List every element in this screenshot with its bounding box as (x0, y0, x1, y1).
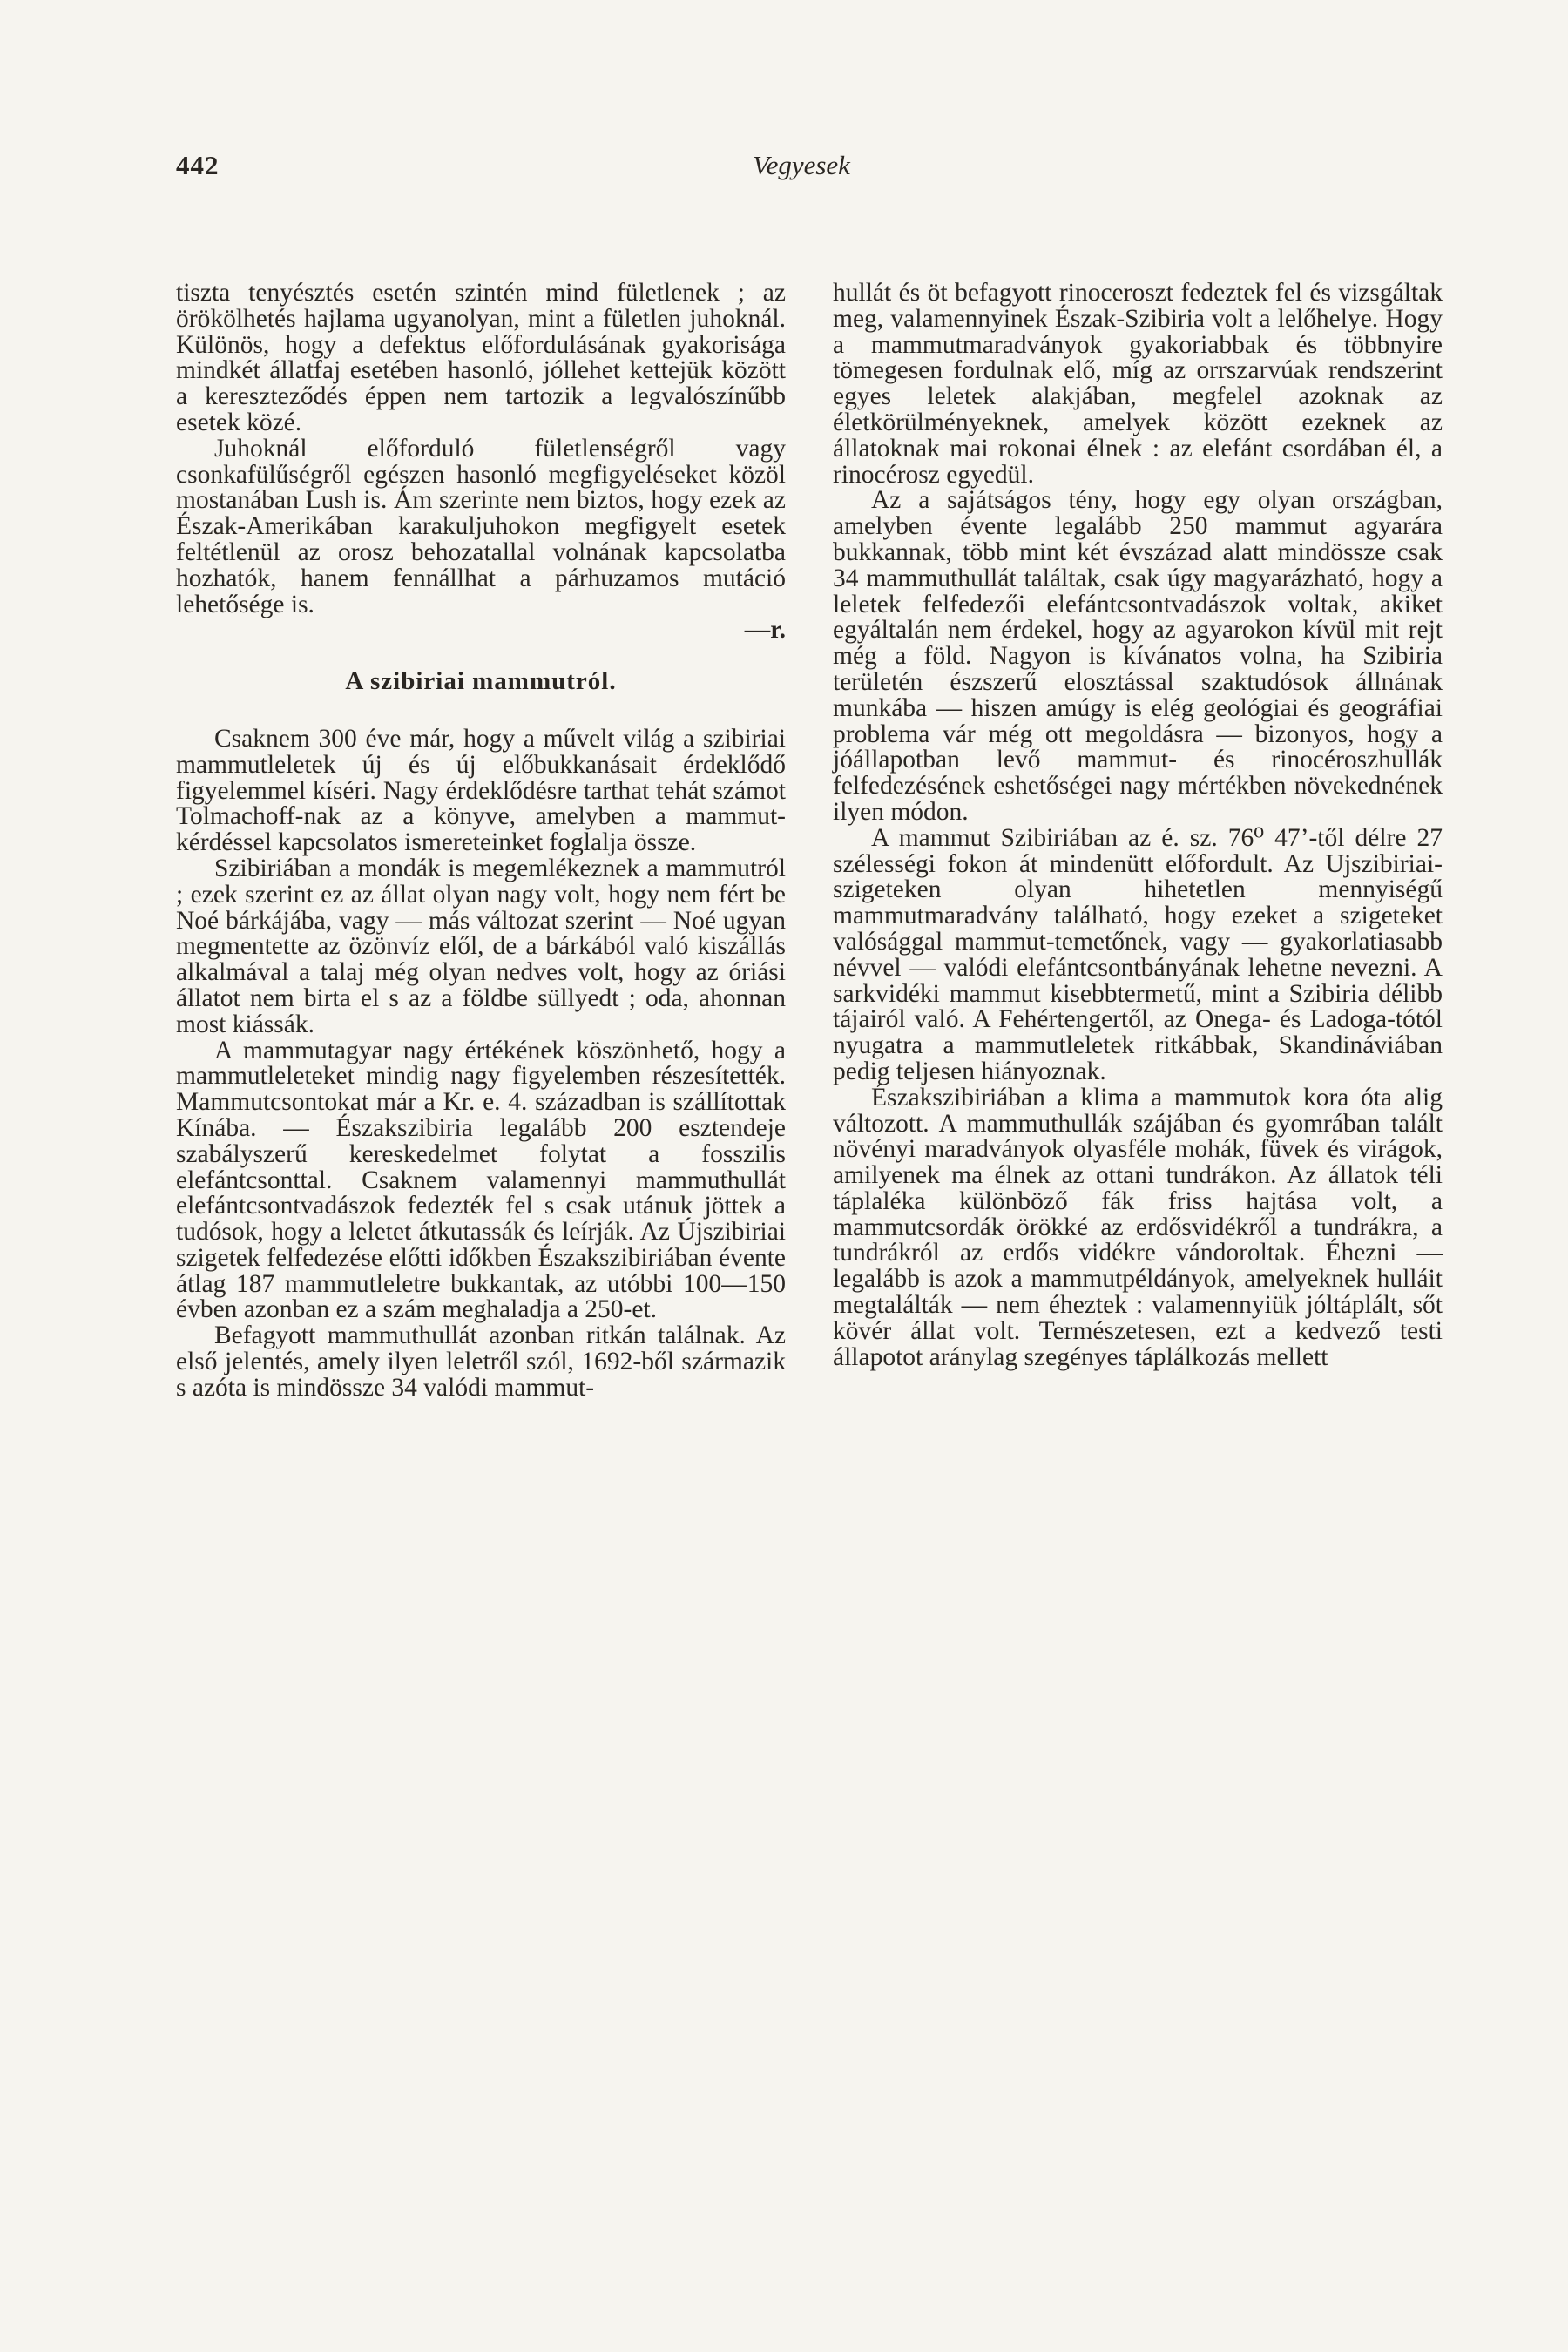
section-title: A szibiriai mammutról. (345, 667, 617, 696)
page-number: 442 (176, 150, 220, 180)
paragraph: A mammut Szibiriában az é. sz. 76⁰ 47’-től délre 27 szélességi fokon át mindenütt előfordult. Az Ujszibiriai-szigeteken olyan hihetetlen mennyiségű mammutmaradvány található, hogy ezeket a szigeteket valósággal mammut-temetőnek, vagy — gyakorlatiasabb névvel — valódi elefántcsontbányának lehetne nevezni. A sarkvidéki mammut kisebbtermetű, mint a Szibiria délibb tájairól való. A Fehértengertől, az Onega- és Ladoga-tótól nyugatra a mammutleletek ritkábbak, Skandináviában pedig teljesen hiányoznak. (833, 823, 1443, 1085)
running-title: Vegyesek (753, 150, 850, 180)
paragraph: A mammutagyar nagy értékének köszönhető, hogy a mammutleleteket mindig nagy figyelemben részesítették. Mammutcsontokat már a Kr. e. 4. században is szállítottak Kínába. — Északszibiria legalább 200 esztendeje szabályszerű kereskedelmet folytat a fosszilis elefántcsonttal. Csaknem valamennyi mammuthullát elefántcsontvadászok fedezték fel s csak utánuk jöttek a tudósok, hogy a leletet átkutassák és leírják. Az Újszibiriai szigetek felfedezése előtti időkben Északszibiriában évente átlag 187 mammutleletre bukkantak, az utóbbi 100—150 évben azonban ez a szám meghaladja a 250-et. (176, 1036, 786, 1324)
paragraph: hullát és öt befagyott rinoceroszt fedeztek fel és vizsgáltak meg, valamennyinek Észak-Szibiria volt a lelőhelye. Hogy a mammutmaradványok gyakoriabbak és többnyire tömegesen fordulnak elő, míg az orrszarvúak rendszerint egyes leletek alakjában, megfelel azoknak az életkörülményeknek, amelyek között ezeknek az állatoknak mai rokonai élnek : az elefánt csordában él, a rinocérosz egyedül. (833, 279, 1443, 489)
paragraph: Északszibiriában a klima a mammutok kora óta alig változott. A mammuthullák szájában és gyomrában talált növényi maradványok olyasféle mohák, füvek és virágok, amilyenek ma élnek az ottani tundrákon. Az állatok téli táplaléka különböző fák friss hajtása volt, a mammutcsordák örökké az erdősvidékről a tundrákra, a tundrákról az erdős vidékre vándoroltak. Éhezni — legalább is azok a mammutpéldányok, amelyeknek hulláit megtalálták — nem éheztek : valamennyiük jóltáplált, sőt kövér állat volt. Természetesen, ezt a kedvező testi állapotot aránylag szegényes táplálkozás mellett (833, 1083, 1443, 1371)
left-column (176, 280, 786, 1402)
paragraph: Juhoknál előforduló fületlenségről vagy csonkafülűségről egészen hasonló megfigyeléseket közöl mostanában Lush is. Ám szerinte nem biztos, hogy ezek az Észak-Amerikában karakuljuhokon megfigyelt esetek feltétlenül az orosz behozatallal volnának kapcsolatba hozhatók, hanem fennállhat a párhuzamos mutáció lehetősége is. (176, 434, 786, 618)
paragraph: Csaknem 300 éve már, hogy a művelt világ a szibiriai mammutleletek új és új előbukkanásait érdeklődő figyelemmel kíséri. Nagy érdeklődésre tarthat tehát számot Tolmachoff-nak az a könyve, amelyben a mammut-kérdéssel kapcsolatos ismereteinket foglalja össze. (176, 724, 786, 857)
paragraph: Befagyott mammuthullát azonban ritkán találnak. Az első jelentés, amely ilyen leletről szól, 1692-ből származik s azóta is mindössze 34 valódi mammut- (176, 1321, 786, 1402)
page-header (176, 150, 1427, 193)
paragraph: tiszta tenyésztés esetén szintén mind fületlenek ; az örökölhetés hajlama ugyanolyan, mint a fületlen juhoknál. Különös, hogy a defektus előfordulásának gyakorisága mindkét állatfaj esetében hasonló, jóllehet kettejük között a kereszteződés éppen nem tartozik a legvalószínűbb esetek közé. (176, 279, 786, 436)
right-column (833, 280, 1443, 1370)
paragraph: Szibiriában a mondák is megemlékeznek a mammutról ; ezek szerint ez az állat olyan nagy volt, hogy nem fért be Noé bárkájába, vagy — más változat szerint — Noé ugyan megmentette az özönvíz elől, de a bárkából való kiszállás alkalmával a talaj még olyan nedves volt, hogy az óriási állatot nem birta el s az a földbe süllyedt ; oda, ahonnan most kiássák. (176, 854, 786, 1038)
paragraph: Az a sajátságos tény, hogy egy olyan országban, amelyben évente legalább 250 mammut agyarára bukkannak, több mint két évszázad alatt mindössze csak 34 mammuthullát találtak, csak úgy magyarázható, hogy a leletek felfedezői elefántcsontvadászok voltak, akiket egyáltalán nem érdekel, hogy az agyarokon kívül mit rejt még a föld. Nagyon is kívánatos volna, ha Szibiria területén észszerű elosztással szaktudósok állnának munkába — hiszen amúgy is elég geológiai és geográfiai problema vár még ott megoldásra — bizonyos, hogy a jóállapotban levő mammut- és rinocéroszhullák felfedezésének eshetőségei nagy mértékben növekednének ilyen módon. (833, 486, 1443, 826)
author-signature: —r. (744, 616, 786, 645)
